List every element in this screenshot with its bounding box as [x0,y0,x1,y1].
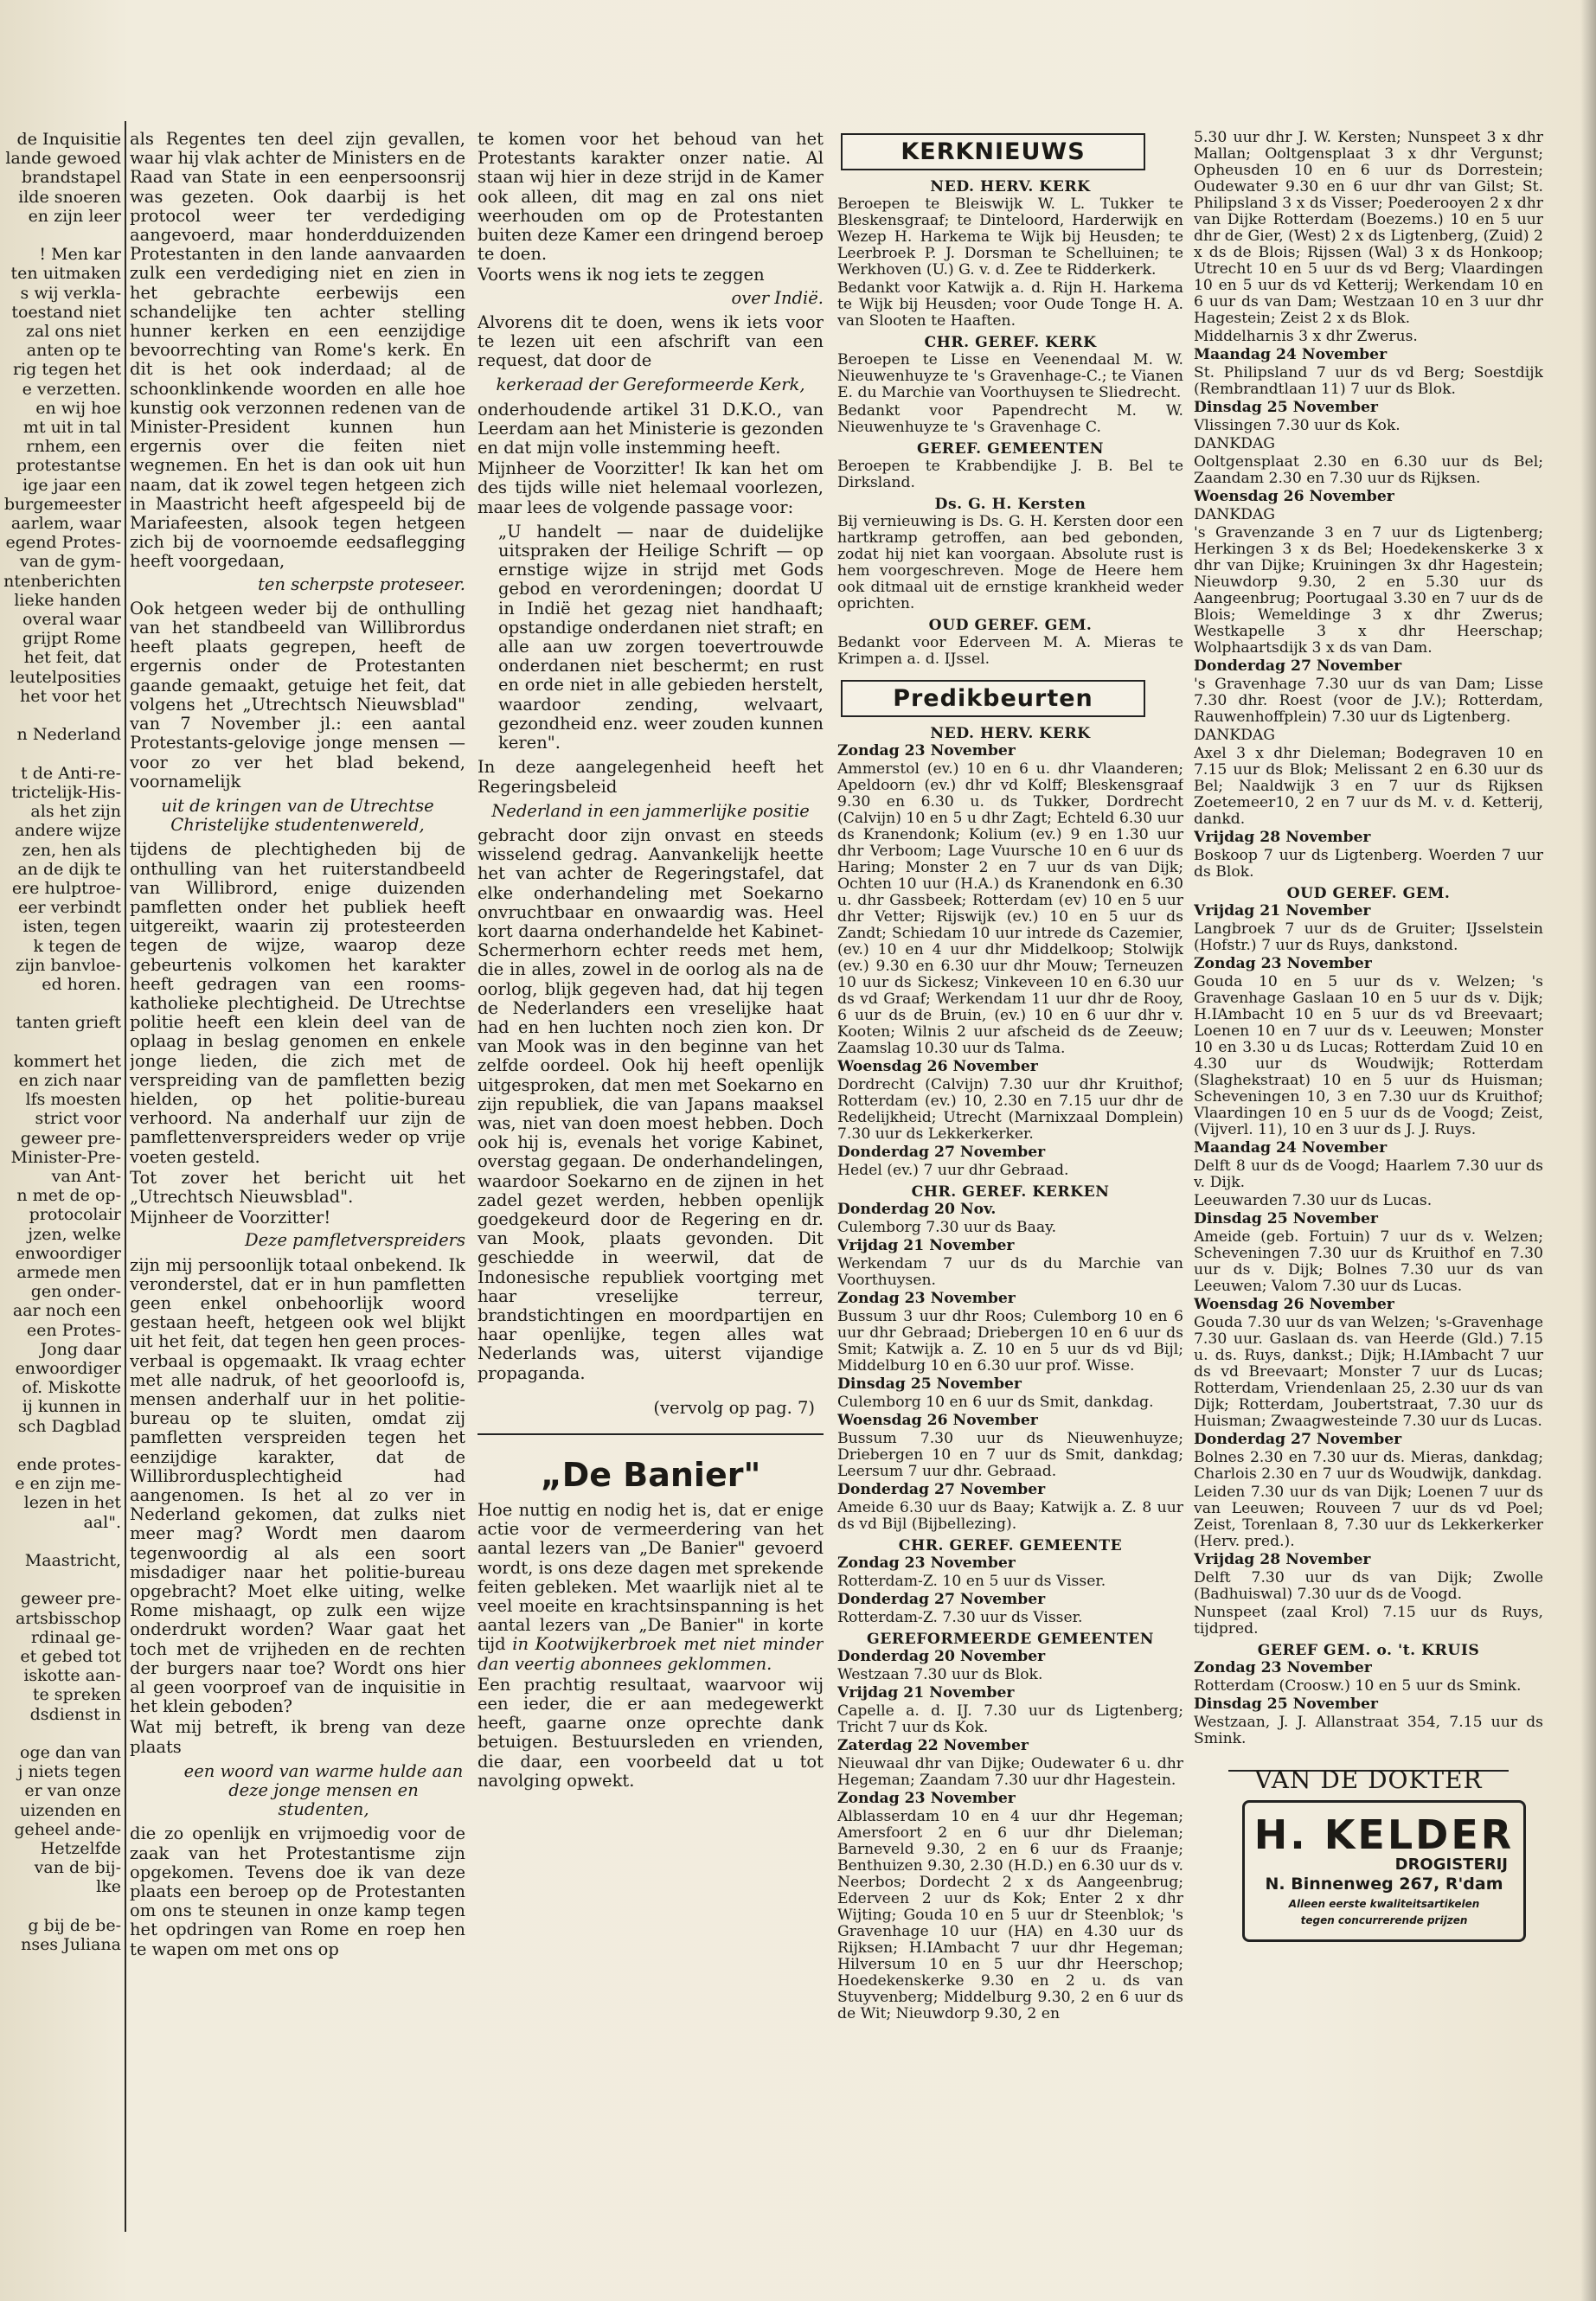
cutoff-line: isten, tegen [22,917,121,937]
cutoff-line [0,1570,121,1589]
day-heading: Zondag 23 November [837,742,1016,760]
ad-company-name: H. KELDER [1253,1811,1515,1858]
schedule-item: Axel 3 x dhr Dieleman; Bodegraven 10 en 7.15 uur ds Blok; Melissant 2 en 6.30 uur ds Bel; Naaldwijk 3 en 7 uur ds Rijksen Zoetemeer10, 2 en 7 uur ds M. v. d. Ketterij, dankd. [1194,745,1543,828]
paragraph: Voorts wens ik nog iets te zeggen [478,265,765,285]
news-item: Bedankt voor Ederveen M. A. Mieras te Krimpen a. d. IJssel. [837,634,1183,668]
cutoff-line: mt uit in tal [22,418,121,438]
schedule-item: 's Gravenzande 3 en 7 uur ds Ligtenberg; Herkingen 3 x ds Bel; Hoedekenskerke 3 x dhr van Dijke; Kruiningen 3x dhr Hagestein; Nieuwdorp 9.30, 2 en 5.30 uur ds Aangeenbrug; Poortugaal 3.30 en 7 uur ds de Blois; Wemeldinge 3 x dhr Zwerus; Westkapelle 3 x dhr Heerschap; Wolphaartsdijk 3 x ds van Dam. [1194,524,1543,657]
cutoff-line: g bij de be- [28,1915,121,1935]
cutoff-line: en zich naar [18,1070,121,1090]
day-heading: Zondag 23 November [1194,955,1372,972]
day-heading: Donderdag 27 November [1194,1431,1402,1448]
day-heading: Donderdag 27 November [837,1144,1046,1161]
cutoff-line: trictelijk-His- [11,782,121,802]
section-heading: GEREF. GEMEENTEN [917,440,1104,458]
van-de-dokter-heading: VAN DE DOKTER [1254,1766,1483,1794]
cutoff-line: zen, hen als [22,840,121,860]
day-heading: Zondag 23 November [837,1290,1016,1307]
cutoff-line [0,994,121,1013]
cutoff-line: aar noch een [12,1301,121,1321]
day-heading: Zaterdag 22 November [837,1737,1029,1754]
cutoff-line: ige jaar een [22,475,121,495]
cutoff-line: van de bij- [34,1858,121,1878]
ad-tagline: tegen concurrerende prijzen [1300,1914,1468,1926]
news-item: Bedankt voor Papendrecht M. W. Nieuwenhuyze te 's Gravenhage C. [837,402,1183,436]
cutoff-line: egend Protes- [5,533,121,553]
cutoff-line: brandstapel [21,168,121,188]
ad-tagline: Alleen eerste kwaliteitsartikelen [1288,1898,1480,1910]
cutoff-line: geweer pre- [20,1128,121,1148]
schedule-item: Nunspeet (zaal Krol) 7.15 uur ds Ruys, tijdpred. [1194,1604,1543,1638]
paragraph: tijdens de plechtigheden bij de onthulling van het ruiterstandbeeld van Willibrord, enige duizenden pamfletten onder het publiek heeft uitgereikt, waarin zij protesteerden tegen de wijze, waarop deze gebeurtenis volkomen het karakter heeft gedragen van een rooms-katholieke plechtigheid. De Utrechtse politie heeft een klein deel van de oplaag in beslag genomen en enkele jonge lieden, die zich met de verspreiding van de pamfletten bezig hielden, op het politie-bureau verhoord. Na anderhalf uur zijn de pamflettenverspreiders weder op vrije voeten gesteld. [130,839,465,1167]
dankdag-label: DANKDAG [1194,435,1275,452]
cutoff-line: het feit, dat [23,648,121,668]
section-heading: NED. HERV. KERK [930,178,1091,195]
article-column-2 [478,130,824,2258]
section-rule [478,1433,824,1435]
schedule-item: Ammerstol (ev.) 10 en 6 u. dhr Vlaanderen; Apeldoorn (ev.) dhr vd Kolff; Bleskensgraaf 9.30 en 6.30 u. ds Tukker, Dordrecht (Calvijn) 10 en 5 u dhr Zagt; Echteld 6.30 uur ds Kranendonk; Kolium (ev.) 9 en 1.30 uur dhr Verboom; Lage Vuursche 10 en 6 uur ds Haring; Monster 2 en 7 uur ds van Dijk; Ochten 10 uur (H.A.) ds Kranendonk en 6.30 u. dhr Gassbeek; Rotterdam (ev) 10 en 5 uur dhr Vetter; Rijswijk (ev.) 10 en 5 uur ds Zandt; Schiedam 10 uur intrede ds Cazemier, (ev.) 10 en 4 uur dhr Middelkoop; Stolwijk (ev.) 9.30 en 6.30 uur dhr Mouw; Terneuzen 10 uur ds Sickesz; Vinkeveen 10 en 6.30 uur ds vd Graaf; Werkendam 11 uur dhr de Rooy, 6 uur ds de Bruin, (ev.) 10 en 6 uur dhr v. Kooten; Wilnis 2 uur afscheid ds de Zeeuw; Zaamslag 10.30 uur ds Talma. [837,760,1183,1057]
cutoff-line [0,1532,121,1551]
paragraph: Alvorens dit te doen, wens ik iets voor te lezen uit een afschrift van een request, dat door de [478,311,824,371]
schedule-item: Bussum 7.30 uur ds Nieuwenhuyze; Driebergen 10 en 7 uur ds Smit, dankdag; Leersum 7 uur dhr. Gebraad. [837,1430,1183,1480]
schedule-item: Vlissingen 7.30 uur ds Kok. [1194,417,1401,434]
cutoff-line: rdinaal ge- [30,1627,121,1647]
cutoff-line [0,745,121,764]
paragraph: gebracht door zijn onvast en steeds wisselend gedrag. Aanvankelijk heette het van achter de Regeringstafel, dat elke onderhandeling met Soekarno onvruchtbaar en onwaardig was. Heel kort daarna onderhandelde het Kabinet-Schermerhorn echter reeds met hem, die in alles, zowel in de oorlog als na de oorlog, blijk gegeven had, dat hij tegen de Nederlanders een vreselijke haat had en hen luchten noch zien kon. Dr van Mook was in den beginne van het zelfde oordeel. Ook hij heeft openlijk uitgesproken, dat men met Soekarno en zijn republiek, die van Japans maaksel was, niet van doen moest hebben. Doch ook hij is, evenals het vorige Kabinet, overstag gegaan. De onderhandelingen, waardoor Soekarno en de zijnen in het zadel gezet werden, hebben openlijk goedgekeurd door de Regering en dr. van Mook, plaats gevonden. Dit geschiedde in weerwil, dat de Indonesische republiek voortging met haar vreselijke terreur, brandstichtingen en moordpartijen en haar openlijke, tegen alles wat Nederlands was, uiterst vijandige propaganda. [478,824,824,1383]
cutoff-line: anten op te [26,341,121,361]
column-rule [125,121,126,2232]
cutoff-line: toestand niet [11,302,121,322]
subheading: over Indië. [731,287,824,308]
continuation-note: (vervolg op pag. 7) [653,1397,815,1418]
news-item: Bedankt voor Katwijk a. d. Rijn H. Harkema te Wijk bij Heusden; voor Oude Tonge H. A. van Slooten te Haaften. [837,279,1183,330]
schedule-item: Gouda 7.30 uur ds van Welzen; 's-Gravenhage 7.30 uur. Gaslaan ds. van Heerde (Gld.) 7.15 u. ds. Ruys, dankst.; Dijk; H.IAmbacht 7 uur ds vd Breevaart; Monster 7 uur ds Lucas; Rotterdam, Vriendenlaan 25, 2.30 uur ds van Dijk; Rotterdam, Joubertstraat, 7.30 uur ds Huisman; Zwaagwesteinde 7.30 uur ds Lucas. [1194,1314,1543,1430]
day-heading: Dinsdag 25 November [1194,1210,1378,1227]
cutoff-line: overal waar [22,610,121,630]
day-heading: Donderdag 27 November [837,1591,1046,1608]
cutoff-line: lezen in het [23,1493,121,1513]
church-schedule-column [1194,130,1543,2258]
cutoff-line: enwoordiger [15,1243,121,1263]
church-news-column [837,130,1183,2258]
cutoff-line: en zijn leer [28,206,121,226]
cutoff-line: geweer pre- [20,1589,121,1609]
schedule-item: Middelharnis 3 x dhr Zwerus. [1194,328,1418,345]
schedule-item: 's Gravenhage 7.30 uur ds van Dam; Lisse 7.30 dhr. Roest (voor de J.V.); Rotterdam, Rauwenhoffplein) 7.30 uur ds Ligtenberg. [1194,676,1543,726]
cutoff-line: artsbisschop [15,1608,121,1628]
day-heading: Woensdag 26 November [1194,1296,1394,1313]
cutoff-line: eer verbindt [18,898,121,918]
cutoff-line: protocolair [29,1205,121,1225]
cutoff-line: s wij verkla- [20,283,121,303]
cutoff-line: rig tegen het [12,360,121,380]
section-heading: OUD GEREF. GEM. [1286,885,1451,902]
section-heading: Ds. G. H. Kersten [934,496,1086,513]
paragraph: die zo openlijk en vrijmoedig voor de zaak van het Protestantisme zijn opgekomen. Tevens doe ik van deze plaats een beroep op de Protestanten om ons te steunen in onze kamp tegen het opdringen van Rome en roep hen te wapen om met ons op [130,1823,465,1959]
cutoff-line: en wij hoe [35,398,121,418]
cutoff-line: iskotte aan- [23,1666,121,1686]
cutoff-line: ed horen. [42,974,121,994]
day-heading: Woensdag 26 November [837,1412,1038,1429]
cutoff-line: ten uitmaken [10,264,121,284]
cutoff-line: n met de op- [16,1186,121,1206]
cutoff-line [0,226,121,245]
kelder-advertisement [1242,1800,1526,1942]
cutoff-line: aarlem, waar [10,514,121,534]
cutoff-line: et gebed tot [20,1647,121,1667]
banier-heading: „De Banier" [540,1456,761,1494]
cutoff-line: andere wijze [15,821,121,841]
schedule-item: Alblasserdam 10 en 4 uur dhr Hegeman; Amersfoort 2 en 6 uur dhr Dieleman; Barneveld 9.30, 2 en 6 uur ds Fraanje; Benthuizen 9.30, 2.30 (H.D.) en 6.30 uur ds v. Neerbos; Dordecht 2 x ds Aangeenbrug; Ederveen 2 uur ds Kok; Enter 2 x dhr Wijting; Gouda 10 en 5 uur dr Steenblok; 's Gravenhage 10 uur (HA) en 4.30 uur ds Rijksen; H.IAmbacht 7 uur dhr Hegeman; Hilversum 10 en 5 uur dhr Heerschop; Hoedekenskerke 9.30 en 2 u. ds van Stuyvenberg; Middelburg 9.30, 2 en 6 uur ds de Wit; Nieuwdorp 9.30, 2 en [837,1808,1183,2022]
page-edge-shadow [1580,0,1596,2301]
predikbeurten-heading: Predikbeurten [841,680,1145,717]
schedule-item: Leeuwarden 7.30 uur ds Lucas. [1194,1192,1433,1209]
schedule-item: Boskoop 7 uur ds Ligtenberg. Woerden 7 uur ds Blok. [1194,847,1543,881]
cutoff-line: k tegen de [33,936,121,956]
cutoff-line: oge dan van [20,1743,121,1763]
day-heading: Woensdag 26 November [837,1058,1038,1075]
day-heading: Vrijdag 28 November [1194,1551,1371,1568]
schedule-item: Rotterdam (Croosw.) 10 en 5 uur ds Smink. [1194,1677,1522,1695]
schedule-item: Delft 8 uur ds de Voogd; Haarlem 7.30 uur ds v. Dijk. [1194,1157,1543,1191]
cutoff-line: ende protes- [16,1455,121,1475]
day-heading: Dinsdag 25 November [1194,399,1378,416]
schedule-item: Capelle a. d. IJ. 7.30 uur ds Ligtenberg; Tricht 7 uur ds Kok. [837,1702,1183,1736]
cutoff-line: uizenden en [20,1800,121,1820]
kerknieuws-heading: KERKNIEUWS [841,133,1145,170]
section-heading: CHR. GEREF. GEMEENTE [898,1537,1123,1554]
schedule-item: Rotterdam-Z. 10 en 5 uur ds Visser. [837,1573,1106,1590]
quotation: „U handelt — naar de duidelijke uitspraken der Heilige Schrift — op ernstige wijze in strijd met Gods gebod en verordeningen; doordat U in Indië het gezag niet handhaaft; opstandige onderdanen niet straft; en alle aan uw zorgen toevertrouwde onderdanen niet beschermt; en rust en orde niet in alle gebieden herstelt, waardoor zending, welvaart, gezondheid enz. weer zouden kunnen keren". [498,521,824,753]
cutoff-line: jzen, welke [28,1224,121,1244]
cutoff-line [0,706,121,725]
schedule-item: Langbroek 7 uur ds de Gruiter; IJsselstein (Hofstr.) 7 uur ds Ruys, dankstond. [1194,920,1543,954]
day-heading: Vrijdag 28 November [1194,829,1371,846]
news-item: Beroepen te Lisse en Veenendaal M. W. Nieuwenhuyze te 's Gravenhage-C.; te Vianen E. du Marchie van Voorthuysen te Sliedrecht. [837,351,1183,401]
dankdag-label: DANKDAG [1194,727,1275,744]
cutoff-line: strict voor [35,1109,121,1129]
cutoff-line: kommert het [13,1051,121,1071]
subheading: een woord van warme hulde aan deze jonge mensen en studenten, [183,1760,464,1820]
day-heading: Donderdag 27 November [837,1481,1046,1498]
schedule-item: Ooltgensplaat 2.30 en 6.30 uur ds Bel; Zaandam 2.30 en 7.30 uur ds Rijksen. [1194,453,1543,487]
cutoff-line: een Protes- [26,1320,121,1340]
cutoff-line: grijpt Rome [22,629,121,649]
paragraph: Wat mij betreft, ik breng van deze plaats [130,1717,465,1757]
schedule-item: Ameide 6.30 uur ds Baay; Katwijk a. Z. 8 uur ds vd Bijl (Bijbellezing). [837,1499,1183,1533]
cutoff-line: of. Miskotte [22,1378,121,1398]
paragraph: Hoe nuttig en nodig het is, dat er enige actie voor de vermeerdering van het aantal lezers van „De Banier" gevoerd wordt, is ons deze dagen met sprekende feiten gebleken. Met waarlijk niet al te veel moeite en krachtsinspanning is het aantal lezers van „De Banier" in korte tijd in Kootwijkerbroek met niet minder dan veertig abonnees geklommen. [478,1500,824,1674]
day-heading: Vrijdag 21 November [837,1237,1015,1254]
ad-subtitle: DROGISTERIJ [1394,1856,1508,1874]
schedule-item: Westzaan 7.30 uur ds Blok. [837,1666,1043,1683]
cutoff-line [0,1724,121,1743]
ad-address: N. Binnenweg 267, R'dam [1265,1875,1503,1894]
schedule-item: 5.30 uur dhr J. W. Kersten; Nunspeet 3 x dhr Mallan; Ooltgensplaat 3 x dhr Vergunst; Opheusden 10 en 6 uur ds Dorrestein; Oudewater 9.30 en 6 uur dhr van Gilst; St. Philipsland 3 x ds Visser; Poederooyen 2 x dhr van Dijke Rotterdam (Boezems.) 10 en 5 uur dhr de Gier, (West) 2 x ds Ligtenberg, (Zuid) 2 x ds de Blois; Rijssen (Wal) 3 x ds Honkoop; Utrecht 10 en 5 uur ds vd Berg; Vlaardingen 10 en 5 uur ds vd Ketterij; Werkendam 10 en 6 uur ds van Dam; Westzaan 10 en 3 uur dhr Hagestein; Zeist 2 x ds Blok. [1194,130,1543,327]
left-cutoff-column [0,130,121,2266]
cutoff-line: ! Men kar [39,245,121,265]
cutoff-line: dsdienst in [29,1704,121,1724]
day-heading: Maandag 24 November [1194,346,1388,363]
subheading: uit de kringen van de Utrechtse Christelijke studentenwereld, [161,795,434,836]
schedule-item: St. Philipsland 7 uur ds vd Berg; Soestdijk (Rembrandtlaan 11) 7 uur ds Blok. [1194,364,1543,398]
schedule-item: Hedel (ev.) 7 uur dhr Gebraad. [837,1162,1069,1179]
paragraph: als Regentes ten deel zijn gevallen, waar hij vlak achter de Ministers en de Raad van State in een eenpersoonsrij was gezeten. Ook daarbij is het protocol weer ter verdediging aangevoerd, maar honderdduizenden Protestanten in den lande aanvaarden zulk een verdediging niet en zien in het gebrachte eerbewijs een schandelijke ten achter stelling hunner kerken en een eenzijdige bevoorrechting van Rome's kerk. En dit is het ook inderdaad; al de schoonklinkende woorden en alle hoe kunstig ook verzonnen redenen van de Minister-President kunnen hun ergernis over die feiten niet wegnemen. En het is dan ook uit hun naam, dat ik zowel tegen hetgeen zich in Maastricht heeft afgespeeld bij de Mariafeesten, alsook tegen hetgeen zich bij de voornoemde eedsaflegging heeft voorgedaan, [130,130,465,572]
day-heading: Vrijdag 21 November [1194,902,1371,920]
cutoff-line: leutelposities [10,667,121,687]
cutoff-line: er van onze [24,1781,121,1801]
cutoff-line: te spreken [32,1685,121,1705]
cutoff-line: j niets tegen [17,1762,121,1782]
cutoff-line: de Inquisitie [16,130,121,149]
cutoff-line [0,1436,121,1455]
subheading: kerkeraad der Gereformeerde Kerk, [496,375,805,395]
paragraph: onderhoudende artikel 31 D.K.O., van Leerdam aan het Ministerie is gezonden en dat mijn volle instemming heeft. [478,399,824,458]
schedule-item: Werkendam 7 uur ds du Marchie van Voorthuysen. [837,1255,1183,1289]
cutoff-line: tanten grieft [16,1013,121,1033]
section-heading: CHR. GEREF. KERKEN [911,1183,1110,1201]
schedule-item: Culemborg 10 en 6 uur ds Smit, dankdag. [837,1394,1154,1411]
cutoff-line: van de gym- [19,552,121,572]
cutoff-line: lke [96,1877,121,1897]
cutoff-line: aal". [83,1512,121,1532]
paragraph: Een prachtig resultaat, waarvoor wij een ieder, die er aan medegewerkt heeft, gaarne onze oprechte dank betuigen. Bestuursleden en vrienden, die daar, een voorbeeld dat u tot navolging opwekt. [478,1674,824,1791]
cutoff-line: Minister-Pre- [10,1147,121,1167]
cutoff-line: lande gewoed [5,149,121,169]
cutoff-line: lieke handen [14,590,121,610]
cutoff-line: gen onder- [30,1282,121,1302]
day-heading: Woensdag 26 November [1194,488,1394,505]
subheading: Deze pamfletverspreiders [245,1230,465,1251]
day-heading: Maandag 24 November [1194,1139,1388,1157]
schedule-item: Leiden 7.30 uur ds van Dijk; Loenen 7 uur ds van Leeuwen; Rouveen 7 uur ds vd Poel; Zeist, Torenlaan 8, 7.30 uur ds Lekkerkerker (Herv. pred.). [1194,1484,1543,1550]
paragraph: Mijnheer de Voorzitter! Ik kan het om des tijds wille niet helemaal voorlezen, maar lees de volgende passage voor: [478,458,824,517]
paragraph: Tot zover het bericht uit het „Utrechtsch Nieuwsblad". [130,1167,465,1207]
day-heading: Vrijdag 21 November [837,1684,1015,1702]
cutoff-line: zijn banvloe- [16,955,121,975]
section-heading: NED. HERV. KERK [930,725,1091,742]
paragraph: In deze aangelegenheid heeft het Regeringsbeleid [478,757,824,797]
article-column-1 [130,130,465,2258]
cutoff-line [0,1033,121,1052]
schedule-item: Dordrecht (Calvijn) 7.30 uur dhr Kruithof; Rotterdam (ev.) 10, 2.30 en 7.15 uur dhr de Redelijkheid; Utrecht (Marnixzaal Domplein) 7.30 uur ds Lekkerkerker. [837,1076,1183,1143]
cutoff-line: ij kunnen in [22,1397,121,1417]
section-heading: GEREF GEM. o. 't. KRUIS [1257,1642,1480,1659]
paragraph: Ook hetgeen weder bij de onthulling van het standbeeld van Willibrordus heeft plaats gegrepen, heeft de ergernis onder de Protestanten gaande gemaakt, getuige het feit, dat volgens het „Utrechtsch Nieuwsblad" van 7 November jl.: een aantal Protestants-gelovige jonge mensen — voor zo ver het blad bekend, voornamelijk [130,598,465,792]
subheading: Nederland in een jammerlijke positie [491,800,810,821]
paragraph: te komen voor het behoud van het Protestants karakter onzer natie. Al staan wij hier in deze strijd in de Kamer ook alleen, dit mag en zal ons niet weerhouden om op de Protestanten buiten deze Kamer een dringend beroep te doen. [478,130,824,265]
day-heading: Zondag 23 November [837,1790,1016,1807]
day-heading: Donderdag 20 November [837,1648,1046,1665]
dankdag-label: DANKDAG [1194,506,1275,523]
day-heading: Zondag 23 November [837,1554,1016,1572]
cutoff-line: ere hulptroe- [11,878,121,898]
news-item: Beroepen te Krabbendijke J. B. Bel te Dirksland. [837,458,1183,491]
cutoff-line: e verzetten. [22,379,121,399]
section-heading: GEREFORMEERDE GEMEENTEN [867,1631,1154,1648]
cutoff-line: als het zijn [30,802,121,822]
section-heading: CHR. GEREF. KERK [924,334,1097,351]
cutoff-line: geheel ande- [14,1819,121,1839]
cutoff-line: van Ant- [51,1166,121,1186]
cutoff-line: e en zijn me- [15,1474,121,1494]
schedule-item: Bussum 3 uur dhr Roos; Culemborg 10 en 6 uur dhr Gebraad; Driebergen 10 en 6 uur ds Smit; Katwijk a. Z. 10 en 5 uur ds vd Bijl; Middelburg 10 en 6.30 uur prof. Wisse. [837,1308,1183,1375]
day-heading: Donderdag 20 Nov. [837,1201,997,1218]
schedule-item: Westzaan, J. J. Allanstraat 354, 7.15 uur ds Smink. [1194,1714,1543,1747]
cutoff-line [0,1897,121,1916]
paragraph: Mijnheer de Voorzitter! [130,1208,331,1228]
schedule-item: Delft 7.30 uur ds van Dijk; Zwolle (Badhuiswal) 7.30 uur ds de Voogd. [1194,1569,1543,1603]
schedule-item: Rotterdam-Z. 7.30 uur ds Visser. [837,1609,1083,1626]
cutoff-line: rnhem, een [26,437,121,457]
cutoff-line: sch Dagblad [17,1416,121,1436]
cutoff-line: lfs moesten [25,1090,121,1110]
schedule-item: Ameide (geb. Fortuin) 7 uur ds v. Welzen; Scheveningen 7.30 uur ds Kruithof en 7.30 uur ds v. Dijk; Bolnes 7.30 uur ds van Leeuwen; Valom 7.30 uur ds Lucas. [1194,1228,1543,1295]
cutoff-line: nses Juliana [21,1935,121,1955]
schedule-item: Culemborg 7.30 uur ds Baay. [837,1219,1057,1236]
schedule-item: Bolnes 2.30 en 7.30 uur ds. Mieras, dankdag; Charlois 2.30 en 7 uur ds Woudwijk, dankdag. [1194,1449,1543,1483]
schedule-item: Nieuwaal dhr van Dijke; Oudewater 6 u. dhr Hegeman; Zaandam 7.30 uur dhr Hagestein. [837,1755,1183,1789]
cutoff-line: ilde snoeren [18,187,121,207]
cutoff-line: armede men [16,1262,121,1282]
cutoff-line: t de Anti-re- [21,763,121,783]
cutoff-line: an de dijk te [17,859,121,879]
schedule-item: Gouda 10 en 5 uur ds v. Welzen; 's Gravenhage Gaslaan 10 en 5 uur ds v. Dijk; H.IAmbacht 10 en 5 uur ds vd Breevaart; Loenen 10 en 7 uur ds v. Leeuwen; Monster 10 en 3.30 u ds Lucas; Rotterdam Zuid 10 en 4.30 uur ds Woudwijk; Rotterdam (Slaghekstraat) 10 en 5 uur ds Huisman; Scheveningen 10, 3 en 7.30 uur ds Kruithof; Vlaardingen 10 en 5 uur ds de Voogd; Zeist, (Vijverl. 11), 10 en 3 uur ds J. J. Ruys. [1194,973,1543,1138]
cutoff-line: burgemeester [3,494,121,514]
cutoff-line: ntenberichten [3,571,121,591]
cutoff-line: Jong daar [40,1339,121,1359]
news-item: Beroepen te Bleiswijk W. L. Tukker te Bleskensgraaf; te Dinteloord, Harderwijk en Wezep H. Harkema te Wijk bij Heusden; te Leerbroek P. J. Dorsman te Schelluinen; te Werkhoven (U.) G. v. d. Zee te Ridderkerk. [837,195,1183,279]
day-heading: Dinsdag 25 November [837,1375,1022,1393]
paragraph: zijn mij persoonlijk totaal onbekend. Ik veronderstel, dat er in hun pamfletten geen enkel onbehoorlijk woord gestaan heeft, hetgeen ook wel blijkt uit het feit, dat tegen hen geen proces-verbaal is opgemaakt. Ik vraag echter met alle nadruk, of het geoorloofd is, mensen anderhalf uur in het politie-bureau op te sluiten, omdat zij pamfletten verspreiden tegen het eenzijdige karakter, dat de Willibrordusplechtigheid had aangenomen. Is het al zo ver in Nederland gekomen, dat zulks niet meer mag? Wordt men daarom tegenwoordig al als een soort misdadiger naar het politie-bureau opgebracht? Moet elke uiting, welke Rome mishaagt, op zulk een wijze onderdrukt worden? Waar gaat het toch met de vrijheden en de rechten der burgers naar toe? Wordt ons hier al geen voorproef van de inquisitie in het klein geboden? [130,1254,465,1717]
cutoff-line: enwoordiger [15,1359,121,1378]
cutoff-line: Hetzelfde [40,1839,121,1859]
day-heading: Donderdag 27 November [1194,657,1402,675]
cutoff-line: n Nederland [16,725,121,745]
cutoff-line: zal ons niet [25,322,121,342]
cutoff-line: Maastricht, [24,1551,121,1571]
subheading: ten scherpste proteseer. [258,574,465,594]
day-heading: Zondag 23 November [1194,1659,1372,1676]
news-item: Bij vernieuwing is Ds. G. H. Kersten door een hartkramp getroffen, aan bed gebonden, zodat hij niet kan voorgaan. Absolute rust is hem voorgeschreven. Moge de Heere hem ook ditmaal uit de ernstige krankheid weder oprichten. [837,513,1183,612]
cutoff-line: het voor het [19,686,121,706]
day-heading: Dinsdag 25 November [1194,1695,1378,1713]
cutoff-line: protestantse [16,456,121,476]
section-heading: OUD GEREF. GEM. [928,617,1093,634]
